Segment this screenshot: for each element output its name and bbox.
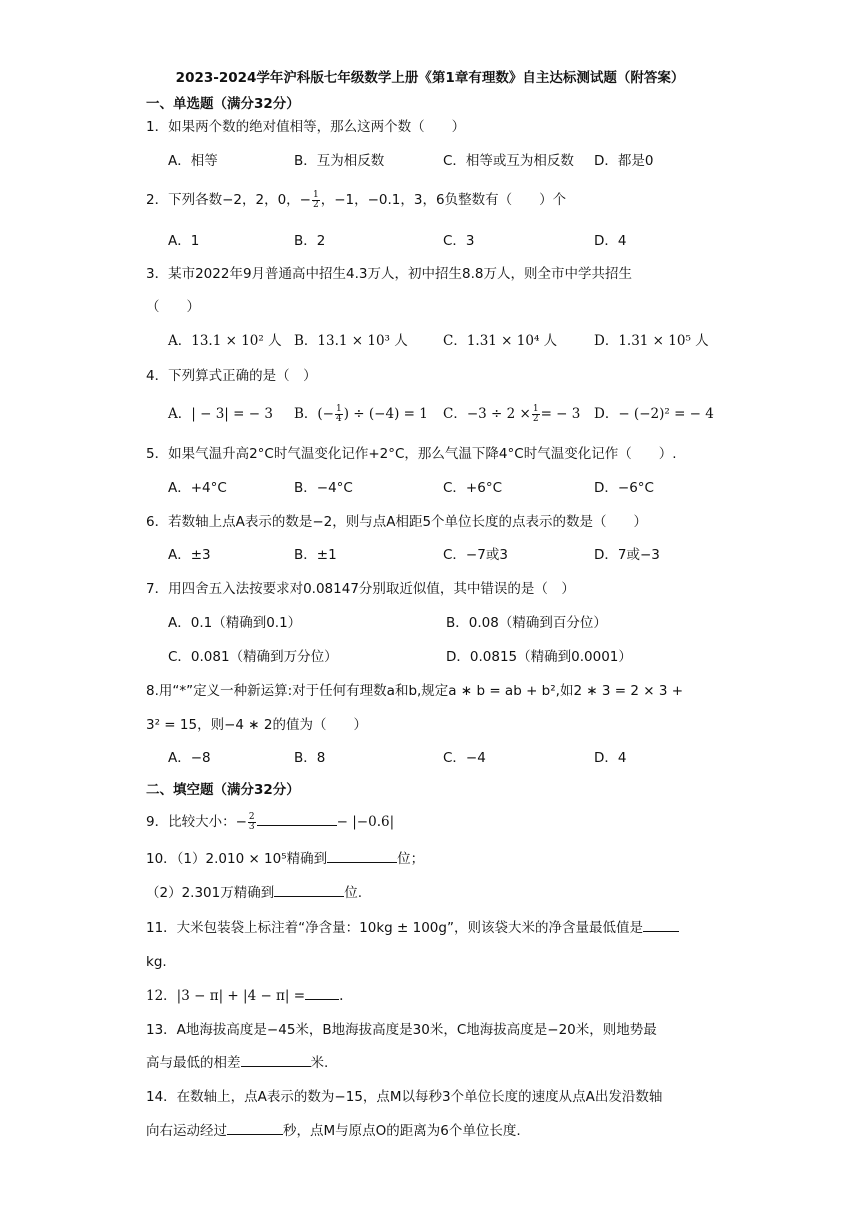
q4-c-denominator: 2: [532, 414, 539, 424]
q5-option-b: B．−4°C: [294, 480, 353, 496]
q2-option-a: A．1: [168, 233, 200, 249]
q11-answer-blank[interactable]: [643, 919, 679, 932]
q1-option-a: A．相等: [168, 153, 218, 169]
q5-option-c: C．+6°C: [443, 480, 503, 496]
q1-option-c: C．相等或互为相反数: [443, 153, 574, 169]
q6-option-a: A．±3: [168, 547, 211, 563]
q9-fraction: [248, 813, 256, 832]
question-10-line2: [146, 883, 726, 903]
q6-option-c: C．−7或3: [443, 547, 508, 563]
q8-option-b: B．8: [294, 750, 326, 766]
question-11-line1: [146, 918, 726, 938]
q9-answer-blank[interactable]: [257, 813, 337, 826]
q4-b-part-b: ) ÷ (−4) = 1: [343, 406, 428, 422]
q3-option-a: A．13.1 × 10² 人: [168, 333, 282, 349]
q2-fraction: [312, 191, 320, 210]
q2-option-b: B．2: [294, 233, 326, 249]
question-13-line2: [146, 1053, 726, 1073]
question-4-stem: 4．下列算式正确的是（ ）: [146, 368, 317, 384]
q14-answer-blank[interactable]: [227, 1122, 283, 1135]
q8-option-d: D．4: [594, 750, 627, 766]
q4-b-denominator: 4: [336, 414, 342, 424]
q7-option-b: B．0.08（精确到百分位）: [446, 615, 607, 631]
q4-c-part-b: = − 3: [540, 406, 581, 422]
question-3-stem-line2: （ ）: [146, 299, 200, 315]
q14-line2-text: 向右运动经过: [146, 1123, 227, 1139]
q8-option-c: C．−4: [443, 750, 486, 766]
q9-numerator: 2: [248, 811, 255, 822]
q9-denominator: 3: [248, 821, 255, 832]
q4-option-c: [443, 404, 580, 424]
question-3-stem-line1: 3．某市2022年9月普通高中招生4.3万人，初中招生8.8万人，则全市中学共招生: [146, 266, 632, 282]
q2-stem-part-a: 2．下列各数−2，2，0，−: [146, 192, 311, 208]
q7-option-c: C．0.081（精确到万分位）: [168, 649, 338, 665]
question-5-stem: 5．如果气温升高2°C时气温变化记作+2°C，那么气温下降4°C时气温变化记作（ ）.: [146, 446, 677, 462]
q8-option-a: A．−8: [168, 750, 211, 766]
q4-b-part-a: B．(−: [294, 406, 334, 422]
q12-expression: 12．|3 − π| + |4 − π| =: [146, 988, 306, 1004]
q12-suffix: .: [339, 988, 344, 1004]
q6-option-b: B．±1: [294, 547, 337, 563]
q4-c-numerator: 1: [532, 404, 539, 414]
q4-b-fraction: [335, 405, 343, 424]
question-9: [146, 812, 726, 832]
q14-line2-suffix: 秒，点M与原点O的距离为6个单位长度.: [283, 1123, 521, 1139]
q5-option-a: A．+4°C: [168, 480, 227, 496]
q2-frac-denominator: 2: [312, 199, 319, 210]
q10-answer-blank-1[interactable]: [327, 850, 397, 863]
question-6-stem: 6．若数轴上点A表示的数是−2，则与点A相距5个单位长度的点表示的数是（ ）: [146, 514, 648, 530]
question-2-stem: [146, 190, 726, 210]
q13-answer-blank[interactable]: [241, 1054, 311, 1067]
question-13-line1: 13．A地海拔高度是−45米，B地海拔高度是30米，C地海拔高度是−20米，则地势最: [146, 1022, 657, 1038]
q4-c-fraction: [532, 405, 540, 424]
q5-option-d: D．−6°C: [594, 480, 654, 496]
q9-part-a: 9．比较大小：−: [146, 814, 247, 830]
q13-line2-suffix: 米.: [310, 1055, 329, 1071]
q4-option-a: A．| − 3| = − 3: [168, 406, 273, 422]
q2-frac-numerator: 1: [312, 189, 319, 200]
page-title: 2023-2024学年沪科版七年级数学上册《第1章有理数》自主达标测试题（附答案）: [175, 70, 685, 86]
question-8-stem-line1: 8.用“*”定义一种新运算:对于任何有理数a和b,规定a ∗ b = ab + b²,如2 ∗ 3 = 2 × 3 +: [146, 683, 684, 699]
question-7-stem: 7．用四舍五入法按要求对0.08147分别取近似值，其中错误的是（ ）: [146, 581, 575, 597]
q4-b-numerator: 1: [336, 404, 342, 414]
q6-option-d: D．7或−3: [594, 547, 660, 563]
question-14-line2: [146, 1121, 726, 1141]
q7-option-d: D．0.0815（精确到0.0001）: [446, 649, 632, 665]
q4-c-part-a: C．−3 ÷ 2 ×: [443, 406, 531, 422]
section-heading-fill-in: 二、填空题（满分32分）: [146, 782, 300, 798]
question-12: [146, 986, 726, 1006]
q1-option-d: D．都是0: [594, 153, 654, 169]
section-heading-single-choice: 一、单选题（满分32分）: [146, 96, 300, 112]
q3-option-c: C．1.31 × 10⁴ 人: [443, 333, 558, 349]
q7-option-a: A．0.1（精确到0.1）: [168, 615, 302, 631]
q10-answer-blank-2[interactable]: [274, 884, 344, 897]
q10-line1-suffix: 位；: [397, 851, 425, 867]
q10-line2-text: （2）2.301万精确到: [146, 885, 275, 901]
q3-option-d: D．1.31 × 10⁵ 人: [594, 333, 709, 349]
q3-option-b: B．13.1 × 10³ 人: [294, 333, 408, 349]
q13-line2-text: 高与最低的相差: [146, 1055, 241, 1071]
question-8-stem-line2: 3² = 15，则−4 ∗ 2的值为（ ）: [146, 717, 367, 733]
question-1-stem: 1．如果两个数的绝对值相等，那么这两个数（ ）: [146, 119, 466, 135]
q2-option-c: C．3: [443, 233, 475, 249]
q9-part-b: − |−0.6|: [336, 814, 395, 830]
q10-line2-suffix: 位.: [344, 885, 363, 901]
q4-option-d: D．− (−2)² = − 4: [594, 406, 714, 422]
q10-line1-text: 10．（1）2.010 × 10⁵精确到: [146, 851, 328, 867]
question-11-line2: kg.: [146, 954, 167, 970]
q1-option-b: B．互为相反数: [294, 153, 385, 169]
q2-stem-part-b: ，−1，−0.1，3，6负整数有（ ）个: [320, 192, 567, 208]
q12-answer-blank[interactable]: [305, 987, 339, 1000]
q2-option-d: D．4: [594, 233, 627, 249]
q11-line1-text: 11．大米包装袋上标注着“净含量：10kg ± 100g”，则该袋大米的净含量最低值是: [146, 920, 643, 936]
q4-option-b: [294, 404, 428, 424]
question-10-line1: [146, 849, 726, 869]
question-14-line1: 14．在数轴上，点A表示的数为−15，点M以每秒3个单位长度的速度从点A出发沿数轴: [146, 1089, 663, 1105]
